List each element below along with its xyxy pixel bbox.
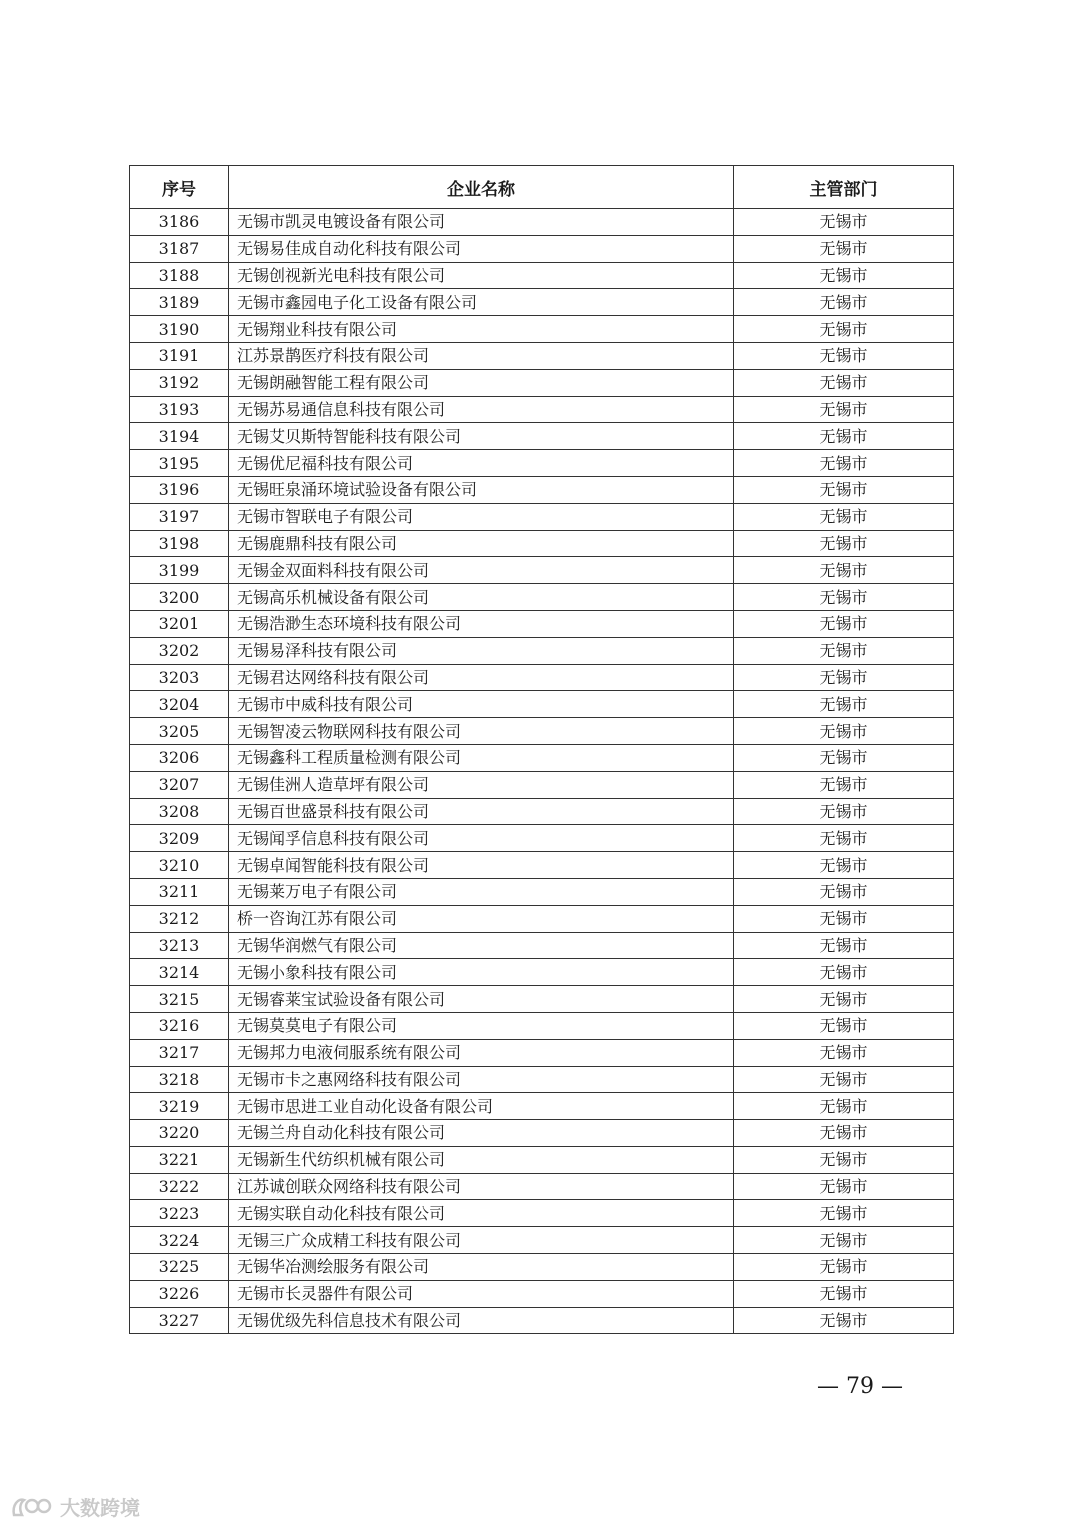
table-row (130, 932, 954, 959)
table-row (130, 584, 954, 611)
cell-seq: 3215 (130, 986, 229, 1013)
table-row (130, 878, 954, 905)
cell-company-name: 无锡艾贝斯特智能科技有限公司 (229, 423, 734, 450)
cell-seq: 3226 (130, 1280, 229, 1307)
table-row (130, 530, 954, 557)
cell-department: 无锡市 (734, 771, 954, 798)
cell-company-name: 无锡睿莱宝试验设备有限公司 (229, 986, 734, 1013)
cell-department: 无锡市 (734, 637, 954, 664)
cell-department: 无锡市 (734, 262, 954, 289)
watermark (10, 1492, 140, 1521)
header-department: 主管部门 (734, 166, 954, 209)
cell-department: 无锡市 (734, 932, 954, 959)
cell-seq: 3207 (130, 771, 229, 798)
cell-company-name: 无锡华冶测绘服务有限公司 (229, 1254, 734, 1281)
cell-department: 无锡市 (734, 235, 954, 262)
cell-seq: 3217 (130, 1039, 229, 1066)
cell-department: 无锡市 (734, 450, 954, 477)
cell-department: 无锡市 (734, 209, 954, 236)
table-row (130, 1066, 954, 1093)
table-row (130, 369, 954, 396)
cell-seq: 3205 (130, 718, 229, 745)
cell-department: 无锡市 (734, 798, 954, 825)
cell-department: 无锡市 (734, 316, 954, 343)
cell-company-name: 无锡闻孚信息科技有限公司 (229, 825, 734, 852)
header-company-name: 企业名称 (229, 166, 734, 209)
cell-company-name: 无锡实联自动化科技有限公司 (229, 1200, 734, 1227)
table-row (130, 262, 954, 289)
table-row (130, 959, 954, 986)
table-row (130, 1200, 954, 1227)
cell-department: 无锡市 (734, 369, 954, 396)
cell-seq: 3196 (130, 476, 229, 503)
cell-company-name: 江苏景鹊医疗科技有限公司 (229, 342, 734, 369)
cell-company-name: 无锡百世盛景科技有限公司 (229, 798, 734, 825)
cell-company-name: 无锡市中威科技有限公司 (229, 691, 734, 718)
cell-department: 无锡市 (734, 691, 954, 718)
table-row (130, 744, 954, 771)
cell-company-name: 无锡鑫科工程质量检测有限公司 (229, 744, 734, 771)
table-row (130, 1227, 954, 1254)
table-row (130, 423, 954, 450)
cell-company-name: 无锡智凌云物联网科技有限公司 (229, 718, 734, 745)
cell-company-name: 无锡市凯灵电镀设备有限公司 (229, 209, 734, 236)
cell-company-name: 桥一咨询江苏有限公司 (229, 905, 734, 932)
cell-seq: 3225 (130, 1254, 229, 1281)
cell-seq: 3216 (130, 1012, 229, 1039)
table-row (130, 1254, 954, 1281)
cell-department: 无锡市 (734, 1307, 954, 1334)
page-number: — 79 — (817, 1374, 903, 1399)
table-row (130, 718, 954, 745)
cell-seq: 3223 (130, 1200, 229, 1227)
cell-company-name: 江苏诚创联众网络科技有限公司 (229, 1173, 734, 1200)
watermark-text: 大数跨境 (60, 1496, 140, 1520)
cell-company-name: 无锡邦力电液伺服系统有限公司 (229, 1039, 734, 1066)
table-row (130, 1120, 954, 1147)
cell-seq: 3218 (130, 1066, 229, 1093)
cell-department: 无锡市 (734, 986, 954, 1013)
cell-company-name: 无锡优尼福科技有限公司 (229, 450, 734, 477)
cell-company-name: 无锡高乐机械设备有限公司 (229, 584, 734, 611)
cell-seq: 3219 (130, 1093, 229, 1120)
cell-seq: 3220 (130, 1120, 229, 1147)
cell-department: 无锡市 (734, 476, 954, 503)
cell-department: 无锡市 (734, 959, 954, 986)
table-row (130, 209, 954, 236)
cell-company-name: 无锡兰舟自动化科技有限公司 (229, 1120, 734, 1147)
company-list-table (129, 165, 954, 1334)
cell-company-name: 无锡创视新光电科技有限公司 (229, 262, 734, 289)
cell-seq: 3227 (130, 1307, 229, 1334)
cell-seq: 3221 (130, 1146, 229, 1173)
cell-company-name: 无锡卓闻智能科技有限公司 (229, 852, 734, 879)
table-row (130, 450, 954, 477)
table-header-row (130, 166, 954, 209)
cell-seq: 3197 (130, 503, 229, 530)
table-row (130, 1280, 954, 1307)
cell-seq: 3199 (130, 557, 229, 584)
cell-company-name: 无锡苏易通信息科技有限公司 (229, 396, 734, 423)
cell-department: 无锡市 (734, 1120, 954, 1147)
table-row (130, 289, 954, 316)
cell-department: 无锡市 (734, 1254, 954, 1281)
cell-department: 无锡市 (734, 530, 954, 557)
cell-company-name: 无锡金双面料科技有限公司 (229, 557, 734, 584)
cell-department: 无锡市 (734, 744, 954, 771)
cell-department: 无锡市 (734, 718, 954, 745)
cell-seq: 3212 (130, 905, 229, 932)
cell-seq: 3191 (130, 342, 229, 369)
cell-company-name: 无锡莱万电子有限公司 (229, 878, 734, 905)
cell-seq: 3187 (130, 235, 229, 262)
cell-company-name: 无锡易泽科技有限公司 (229, 637, 734, 664)
cell-company-name: 无锡莫莫电子有限公司 (229, 1012, 734, 1039)
table-row (130, 637, 954, 664)
cell-company-name: 无锡三广众成精工科技有限公司 (229, 1227, 734, 1254)
cell-department: 无锡市 (734, 584, 954, 611)
cell-department: 无锡市 (734, 1039, 954, 1066)
table-row (130, 396, 954, 423)
cell-seq: 3224 (130, 1227, 229, 1254)
table-row (130, 235, 954, 262)
cell-company-name: 无锡市卡之惠网络科技有限公司 (229, 1066, 734, 1093)
cell-company-name: 无锡小象科技有限公司 (229, 959, 734, 986)
cell-company-name: 无锡优级先科信息技术有限公司 (229, 1307, 734, 1334)
cell-seq: 3194 (130, 423, 229, 450)
table-row (130, 1039, 954, 1066)
table-row (130, 1173, 954, 1200)
table-row (130, 1146, 954, 1173)
cell-department: 无锡市 (734, 905, 954, 932)
cell-seq: 3211 (130, 878, 229, 905)
table-row (130, 664, 954, 691)
table-row (130, 342, 954, 369)
cell-seq: 3214 (130, 959, 229, 986)
cell-company-name: 无锡朗融智能工程有限公司 (229, 369, 734, 396)
table-row (130, 798, 954, 825)
cell-seq: 3198 (130, 530, 229, 557)
cell-company-name: 无锡市鑫园电子化工设备有限公司 (229, 289, 734, 316)
cell-company-name: 无锡旺泉涌环境试验设备有限公司 (229, 476, 734, 503)
cell-company-name: 无锡新生代纺织机械有限公司 (229, 1146, 734, 1173)
cell-department: 无锡市 (734, 396, 954, 423)
cell-seq: 3192 (130, 369, 229, 396)
cell-department: 无锡市 (734, 1280, 954, 1307)
cell-company-name: 无锡翔业科技有限公司 (229, 316, 734, 343)
cell-company-name: 无锡鹿鼎科技有限公司 (229, 530, 734, 557)
cell-department: 无锡市 (734, 610, 954, 637)
table-row (130, 316, 954, 343)
cell-seq: 3208 (130, 798, 229, 825)
table-body (130, 209, 954, 1334)
cell-department: 无锡市 (734, 1227, 954, 1254)
cell-seq: 3188 (130, 262, 229, 289)
cell-department: 无锡市 (734, 664, 954, 691)
table-row (130, 1093, 954, 1120)
table-row (130, 557, 954, 584)
cell-seq: 3210 (130, 852, 229, 879)
cell-department: 无锡市 (734, 878, 954, 905)
brand-logo-icon (10, 1495, 54, 1519)
cell-seq: 3204 (130, 691, 229, 718)
cell-department: 无锡市 (734, 423, 954, 450)
table-row (130, 986, 954, 1013)
cell-department: 无锡市 (734, 557, 954, 584)
table-row (130, 905, 954, 932)
cell-seq: 3213 (130, 932, 229, 959)
cell-seq: 3202 (130, 637, 229, 664)
cell-seq: 3201 (130, 610, 229, 637)
table-row (130, 610, 954, 637)
table-row (130, 476, 954, 503)
cell-seq: 3189 (130, 289, 229, 316)
cell-company-name: 无锡浩渺生态环境科技有限公司 (229, 610, 734, 637)
cell-seq: 3193 (130, 396, 229, 423)
cell-seq: 3186 (130, 209, 229, 236)
cell-department: 无锡市 (734, 1066, 954, 1093)
table-row (130, 825, 954, 852)
header-seq: 序号 (130, 166, 229, 209)
cell-company-name: 无锡华润燃气有限公司 (229, 932, 734, 959)
cell-department: 无锡市 (734, 1200, 954, 1227)
cell-department: 无锡市 (734, 1146, 954, 1173)
table-row (130, 1012, 954, 1039)
cell-company-name: 无锡市思进工业自动化设备有限公司 (229, 1093, 734, 1120)
cell-seq: 3203 (130, 664, 229, 691)
table-row (130, 503, 954, 530)
cell-seq: 3206 (130, 744, 229, 771)
cell-seq: 3222 (130, 1173, 229, 1200)
cell-department: 无锡市 (734, 1012, 954, 1039)
table-row (130, 691, 954, 718)
cell-department: 无锡市 (734, 1093, 954, 1120)
table-row (130, 852, 954, 879)
table-row (130, 771, 954, 798)
cell-seq: 3195 (130, 450, 229, 477)
cell-department: 无锡市 (734, 852, 954, 879)
cell-department: 无锡市 (734, 289, 954, 316)
cell-company-name: 无锡易佳成自动化科技有限公司 (229, 235, 734, 262)
cell-company-name: 无锡市智联电子有限公司 (229, 503, 734, 530)
cell-department: 无锡市 (734, 503, 954, 530)
cell-department: 无锡市 (734, 825, 954, 852)
cell-department: 无锡市 (734, 342, 954, 369)
cell-department: 无锡市 (734, 1173, 954, 1200)
table-row (130, 1307, 954, 1334)
cell-seq: 3190 (130, 316, 229, 343)
cell-company-name: 无锡市长灵器件有限公司 (229, 1280, 734, 1307)
cell-company-name: 无锡佳洲人造草坪有限公司 (229, 771, 734, 798)
cell-seq: 3200 (130, 584, 229, 611)
cell-company-name: 无锡君达网络科技有限公司 (229, 664, 734, 691)
cell-seq: 3209 (130, 825, 229, 852)
